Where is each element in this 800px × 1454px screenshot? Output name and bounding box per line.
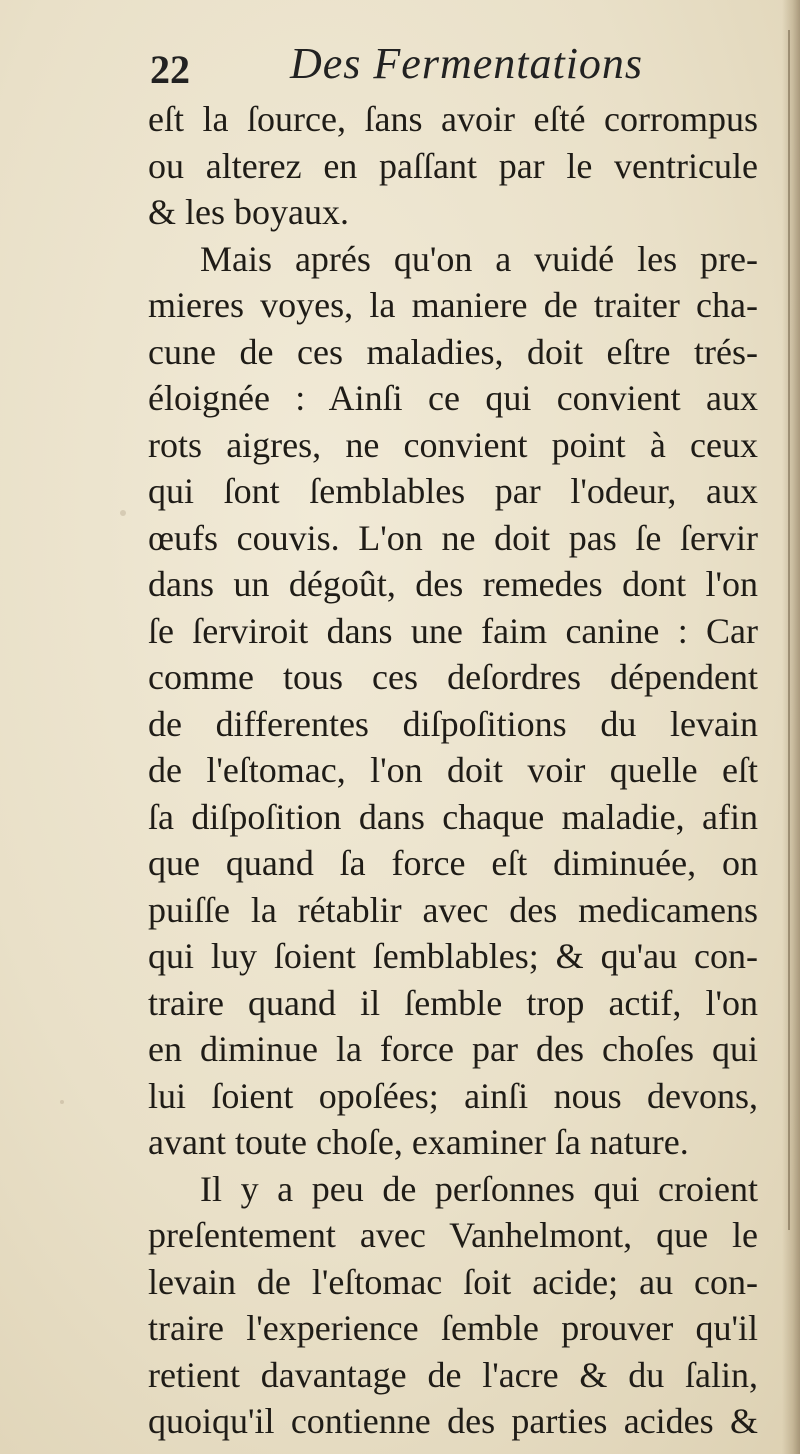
text-line: puiſſe la rétablir avec des medicamens: [148, 889, 758, 930]
text-line: levain de l'eſtomac ſoit acide; au con-: [148, 1261, 758, 1302]
next-leaf-edge: [788, 30, 790, 1230]
text-line: rots aigres, ne convient point à ceux: [148, 424, 758, 465]
text-line: quoiqu'il contienne des parties acides &: [148, 1401, 758, 1441]
text-line: qui luy ſoient ſemblables; & qu'au con-: [148, 936, 758, 976]
paper-foxing-spot: [120, 510, 126, 516]
text-line: mieres voyes, la maniere de traiter cha-: [148, 285, 758, 325]
text-line: avant toute choſe, examiner ſa nature.: [148, 1122, 689, 1162]
page-edge-shadow: [782, 0, 800, 1454]
text-line: ou alterez en paſſant par le ventricule: [148, 145, 758, 186]
text-line: ſe ſerviroit dans une faim canine : Car: [148, 610, 758, 651]
text-line: cune de ces maladies, doit eſtre trés-: [148, 331, 758, 372]
text-line: & les boyaux.: [148, 192, 349, 232]
page-number: 22: [150, 47, 190, 92]
running-title: Des Fermentations: [290, 39, 644, 88]
text-line: que quand ſa force eſt diminuée, on: [148, 843, 758, 883]
text-line: retient davantage de l'acre & du ſalin,: [148, 1354, 758, 1395]
text-line: eſt la ſource, ſans avoir eſté corrompus: [148, 99, 758, 139]
text-line: comme tous ces deſordres dépendent: [148, 657, 758, 697]
text-line: traire l'experience ſemble prouver qu'il: [148, 1308, 758, 1348]
text-line: dans un dégoût, des remedes dont l'on: [148, 564, 758, 604]
paper-foxing-spot: [60, 1100, 64, 1104]
body-text: [148, 96, 758, 1445]
text-line: traire quand il ſemble trop actif, l'on: [148, 982, 758, 1023]
text-line: Mais aprés qu'on a vuidé les pre-: [200, 238, 758, 279]
text-line: qui ſont ſemblables par l'odeur, aux: [148, 471, 758, 511]
text-line: preſentement avec Vanhelmont, que le: [148, 1215, 758, 1255]
text-line: de l'eſtomac, l'on doit voir quelle eſt: [148, 750, 758, 790]
text-line: de differentes diſpoſitions du levain: [148, 703, 758, 744]
text-line: éloignée : Ainſi ce qui convient aux: [148, 378, 758, 418]
text-line: lui ſoient opoſées; ainſi nous devons,: [148, 1075, 758, 1116]
text-line: ſa diſpoſition dans chaque maladie, afin: [148, 796, 758, 837]
text-line: en diminue la force par des choſes qui: [148, 1029, 758, 1069]
running-head: [150, 38, 750, 98]
text-line: œufs couvis. L'on ne doit pas ſe ſervir: [148, 517, 758, 558]
text-line: Il y a peu de perſonnes qui croient: [200, 1168, 758, 1209]
